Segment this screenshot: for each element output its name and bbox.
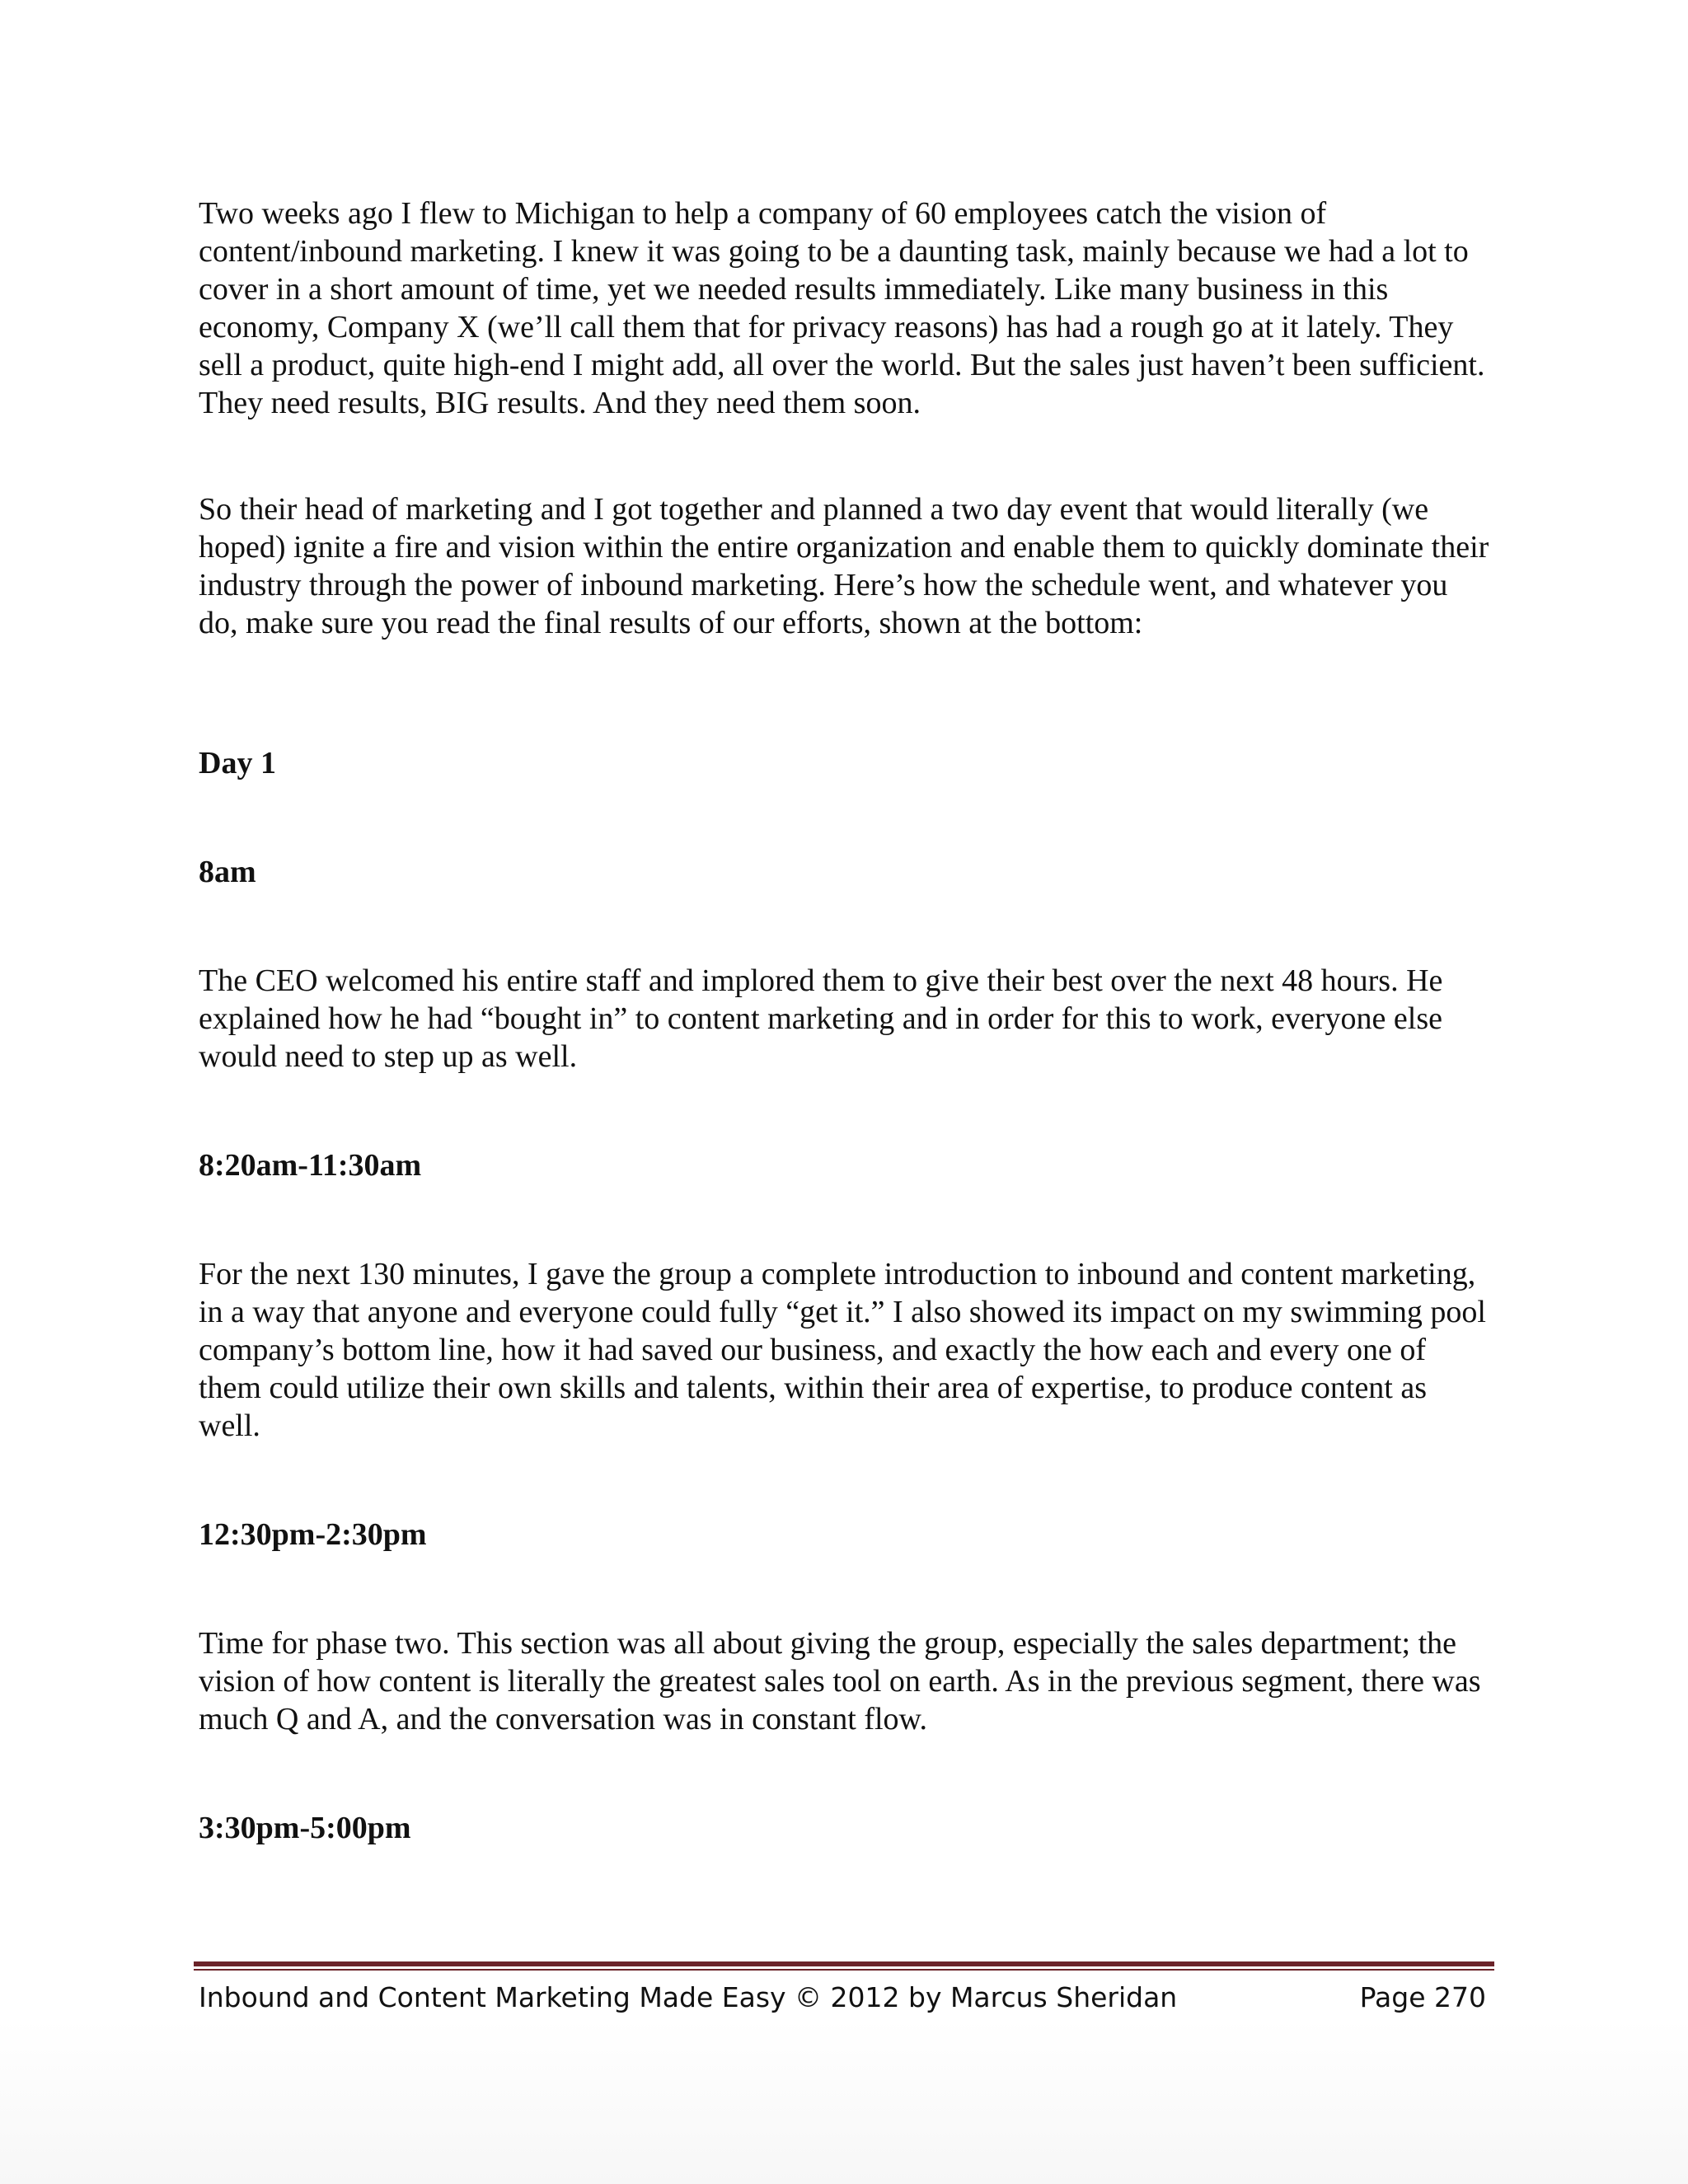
session-description: Time for phase two. This section was all about giving the group, especially the sales department; the vision of how content is literally the greatest sales tool on earth. As in the previous segment, there was much Q and A, and the conversation was in constant flow. bbox=[199, 1626, 1481, 1736]
footer-copyright: Inbound and Content Marketing Made Easy © 2012 by Marcus Sheridan bbox=[199, 1981, 1178, 2013]
intro-paragraph: Two weeks ago I flew to Michigan to help a company of 60 employees catch the vision of content/inbound marketing. I knew it was going to be a daunting task, mainly because we had a lot to cover in a short amount of time, yet we needed results immediately. Like many business in this economy, Company X (we’ll call them that for privacy reasons) has had a rough go at it lately. They sell a product, quite high-end I might add, all over the world. But the sales just haven’t been sufficient. They need results, BIG results. And they need them soon. bbox=[199, 196, 1485, 420]
footer-divider bbox=[194, 1961, 1494, 1971]
session-time-heading: 3:30pm-5:00pm bbox=[199, 1811, 411, 1845]
session-description: For the next 130 minutes, I gave the group a complete introduction to inbound and content marketing, in a way that anyone and everyone could fully “get it.” I also showed its impact on my swimming pool company’s bottom line, how it had saved our business, and exactly the how each and every one of them could utilize their own skills and talents, within their area of expertise, to produce content as well. bbox=[199, 1257, 1486, 1443]
schedule-intro-paragraph: So their head of marketing and I got together and planned a two day event that would literally (we hoped) ignite a fire and vision within the entire organization and enable them to quickly dominate their industry through the power of inbound marketing. Here’s how the schedule went, and whatever you do, make sure you read the final results of our efforts, shown at the bottom: bbox=[199, 492, 1489, 640]
footer-divider-thin-line bbox=[194, 1969, 1494, 1971]
day-heading: Day 1 bbox=[199, 746, 276, 780]
page-footer bbox=[199, 1978, 1486, 2018]
document-body bbox=[199, 194, 1493, 1847]
session-time-heading: 12:30pm-2:30pm bbox=[199, 1517, 427, 1552]
footer-divider-thick-line bbox=[194, 1961, 1494, 1966]
session-time-heading: 8:20am-11:30am bbox=[199, 1148, 422, 1183]
page-bottom-shading bbox=[0, 2019, 1688, 2184]
session-description: The CEO welcomed his entire staff and implored them to give their best over the next 48 hours. He explained how he had “bought in” to content marketing and in order for this to work, everyone else would need to step up as well. bbox=[199, 963, 1443, 1074]
session-time-heading: 8am bbox=[199, 855, 256, 889]
page-number: Page 270 bbox=[1359, 1981, 1486, 2013]
